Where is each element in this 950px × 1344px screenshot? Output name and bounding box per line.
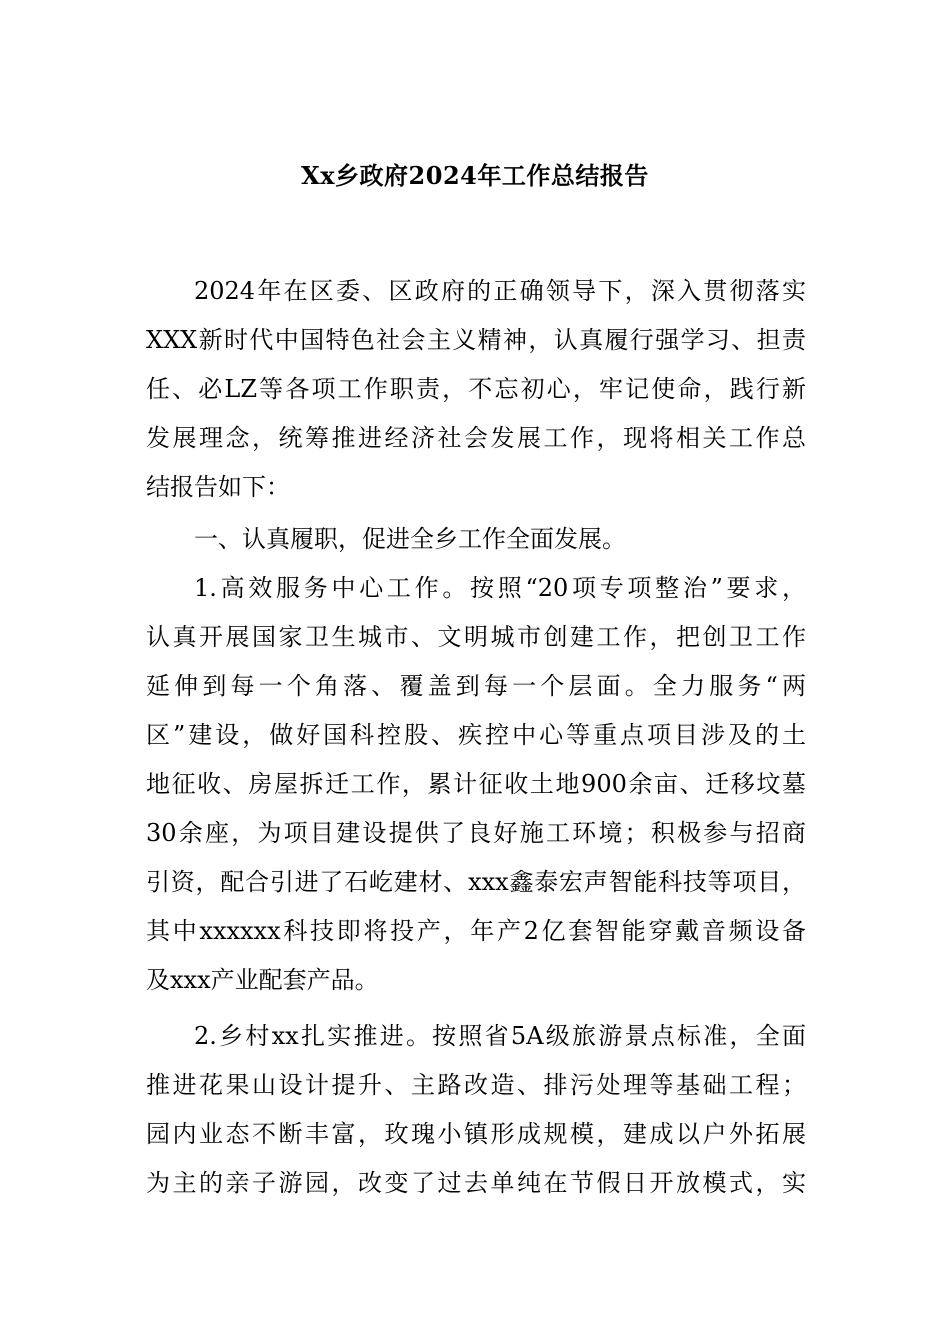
paragraph-line: 及xxx产业配套产品。 — [146, 966, 379, 994]
paragraph-line: 区”建设，做好国科控股、疾控中心等重点项目涉及的土 — [146, 721, 806, 749]
paragraph-line: XXX新时代中国特色社会主义精神，认真履行强学习、担责 — [146, 326, 806, 354]
paragraph-line: 2024年在区委、区政府的正确领导下，深入贯彻落实 — [194, 277, 806, 305]
document-title: Xx乡政府2024年工作总结报告 — [301, 161, 649, 190]
paragraph-line: 30余座，为项目建设提供了良好施工环境；积极参与招商 — [146, 819, 806, 847]
paragraph-line: 地征收、房屋拆迁工作，累计征收土地900余亩、迁移坟墓 — [146, 770, 806, 798]
paragraph-line: 引资，配合引进了石屹建材、xxx鑫泰宏声智能科技等项目， — [146, 868, 806, 896]
paragraph-line: 认真开展国家卫生城市、文明城市创建工作，把创卫工作 — [146, 623, 806, 651]
paragraph-line: 结报告如下： — [146, 473, 290, 501]
paragraph-line: 园内业态不断丰富，玫瑰小镇形成规模，建成以户外拓展 — [146, 1120, 806, 1148]
paragraph-line: 2.乡村xx扎实推进。按照省5A级旅游景点标准，全面 — [194, 1022, 806, 1050]
section-heading: 一、认真履职，促进全乡工作全面发展。 — [194, 525, 626, 553]
paragraph-line: 1.高效服务中心工作。按照“20项专项整治”要求， — [194, 574, 806, 602]
paragraph-line: 发展理念，统筹推进经济社会发展工作，现将相关工作总 — [146, 424, 806, 452]
paragraph-line: 其中xxxxxx科技即将投产，年产2亿套智能穿戴音频设备 — [146, 917, 806, 945]
paragraph-line: 为主的亲子游园，改变了过去单纯在节假日开放模式，实 — [146, 1169, 806, 1197]
paragraph-line: 延伸到每一个角落、覆盖到每一个层面。全力服务“两 — [146, 672, 806, 700]
paragraph-line: 任、必LZ等各项工作职责，不忘初心，牢记使命，践行新 — [146, 375, 806, 403]
paragraph-line: 推进花果山设计提升、主路改造、排污处理等基础工程； — [146, 1071, 806, 1099]
